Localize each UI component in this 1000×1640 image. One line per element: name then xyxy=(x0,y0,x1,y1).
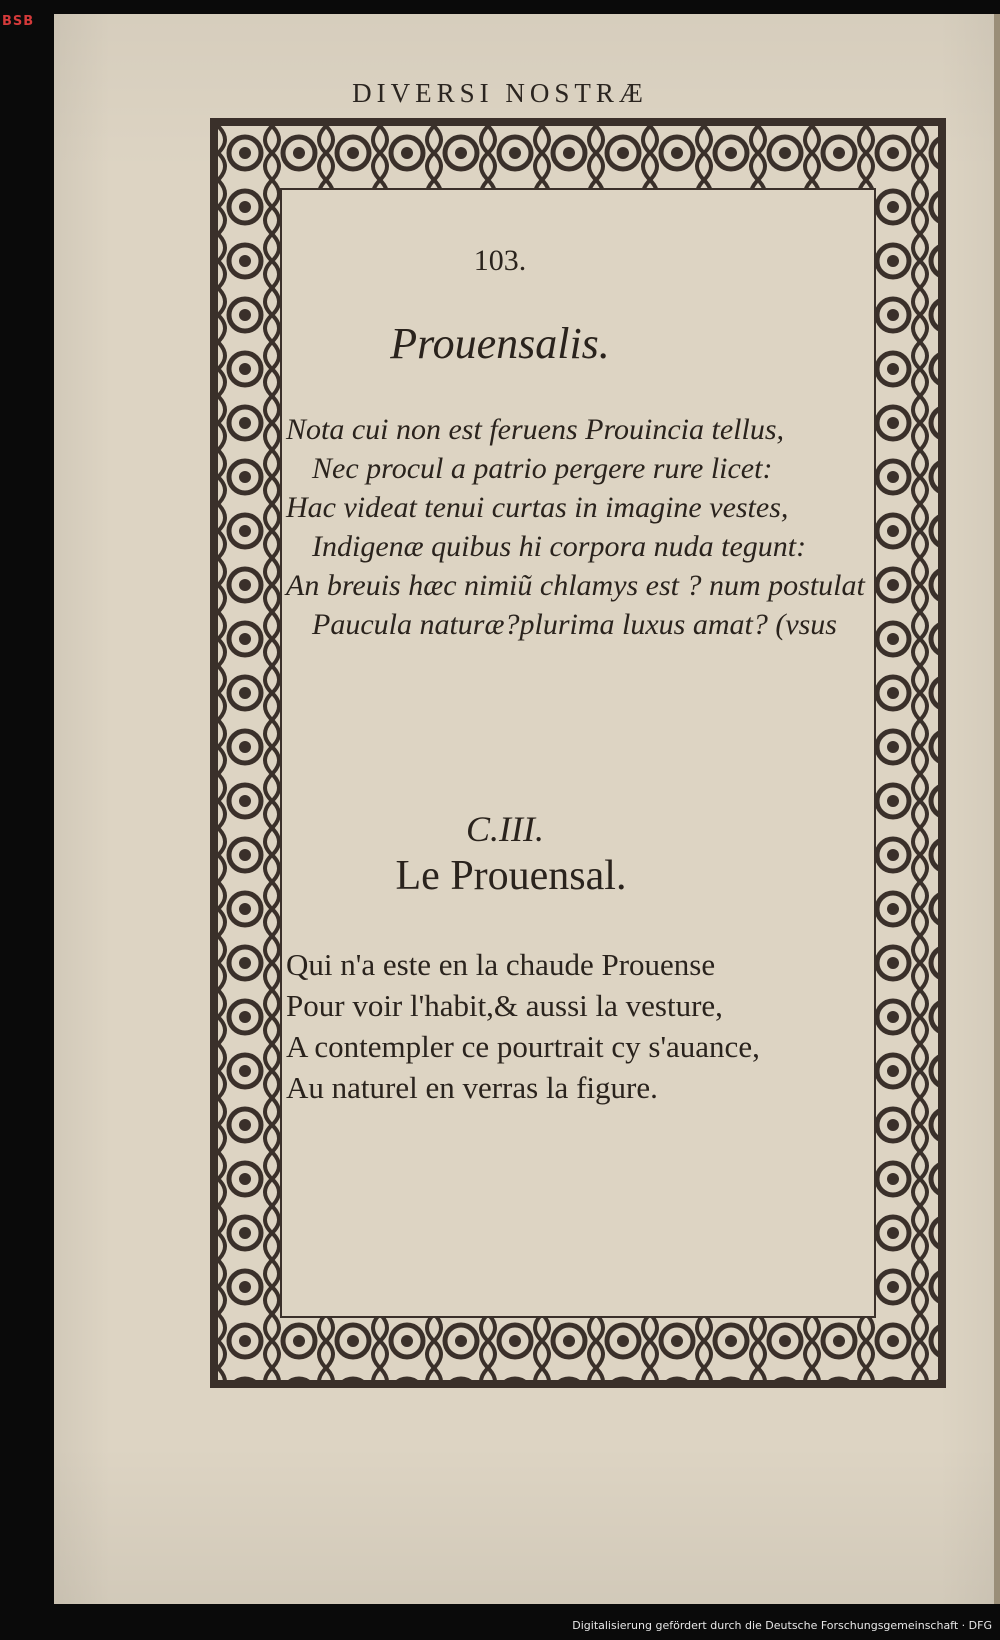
verse-line: Nec procul a patrio pergere rure licet: xyxy=(312,452,773,485)
verse-line: Indigenæ quibus hi corpora nuda tegunt: xyxy=(312,530,807,563)
verse-line: An breuis hæc nimiũ chlamys est ? num postulat xyxy=(286,569,865,602)
running-head: DIVERSI NOSTRÆ xyxy=(352,78,648,108)
french-verse xyxy=(286,944,886,1108)
page-number: 103. xyxy=(473,244,527,277)
library-mark: BSB xyxy=(2,14,35,29)
verse-line: Nota cui non est feruens Prouincia tellus, xyxy=(286,413,785,446)
ornamental-border xyxy=(210,118,946,1388)
verse-line: Paucula naturæ?plurima luxus amat? (vsus xyxy=(312,608,837,641)
verse-line: Au naturel en verras la figure. xyxy=(286,1070,658,1105)
verse-line: Pour voir l'habit,& aussi la vesture, xyxy=(286,988,723,1023)
latin-verse xyxy=(286,410,886,644)
verse-line: A contempler ce pourtrait cy s'auance, xyxy=(286,1029,760,1064)
section-number: C.III. xyxy=(466,809,544,849)
verse-line: Hac videat tenui curtas in imagine vestes, xyxy=(286,491,789,524)
verse-line: Qui n'a este en la chaude Prouense xyxy=(286,947,716,982)
latin-title: Prouensalis. xyxy=(390,319,610,368)
french-title: Le Prouensal. xyxy=(395,853,627,899)
digitization-credit: Digitalisierung gefördert durch die Deutsche Forschungsgemeinschaft · DFG xyxy=(572,1619,992,1632)
